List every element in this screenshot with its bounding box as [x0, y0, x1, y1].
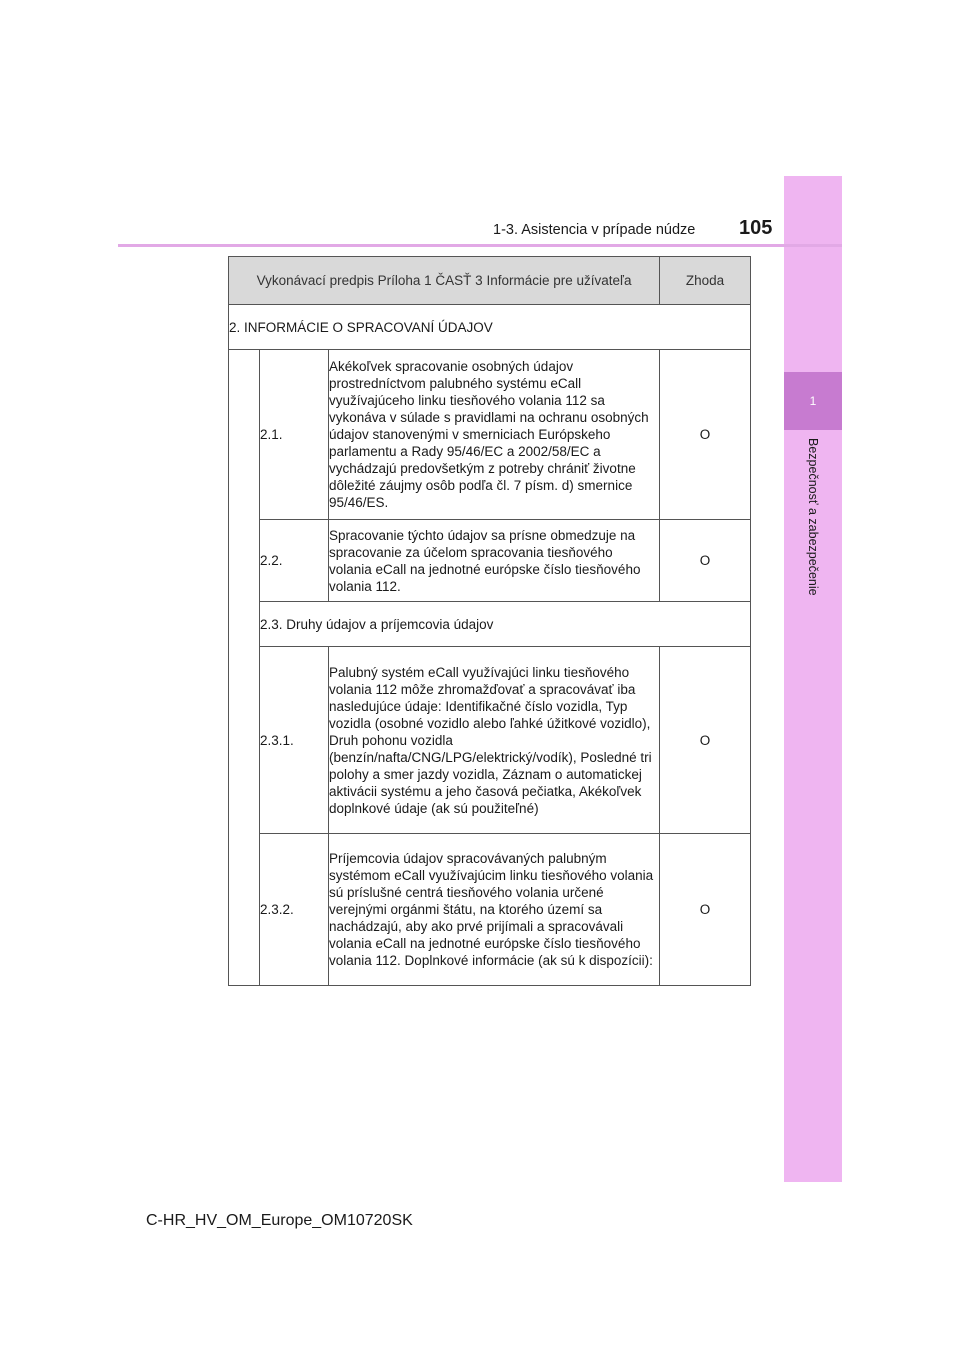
header-requirement: Vykonávací predpis Príloha 1 ČASŤ 3 Informácie pre užívateľa — [229, 257, 660, 305]
row-number: 2.3.1. — [260, 647, 329, 834]
row-compliance: O — [660, 647, 751, 834]
row-compliance: O — [660, 520, 751, 602]
row-number: 2.1. — [260, 350, 329, 520]
chapter-side-tab — [784, 176, 842, 1182]
subsection-row — [229, 602, 751, 647]
chapter-title-vertical: Bezpečnosť a zabezpečenie — [806, 438, 820, 596]
indent-cell — [229, 350, 260, 986]
table-header-row — [229, 257, 751, 305]
document-code: C-HR_HV_OM_Europe_OM10720SK — [146, 1212, 413, 1229]
section-title: 1-3. Asistencia v prípade núdze — [493, 222, 696, 238]
row-text: Akékoľvek spracovanie osobných údajov prostredníctvom palubného systému eCall využívajúceho linku tiesňového volania 112 sa vykonáva v súlade s pravidlami na ochranu osobných údajov stanovenými v smerniciach Európskeho parlamentu a Rady 95/46/EC a 2002/58/EC a vychádzajú predovšetkým z potreby chrániť životne dôležité záujmy osôb podľa čl. 7 písm. d) smernice 95/46/ES. — [329, 350, 660, 520]
header-divider — [118, 244, 842, 247]
page-number: 105 — [739, 217, 773, 239]
table-row — [229, 834, 751, 986]
row-text: Spracovanie týchto údajov sa prísne obmedzuje na spracovanie za účelom spracovania tiesňového volania eCall na jednotné európske číslo tiesňového volania 112. — [329, 520, 660, 602]
row-number: 2.3.2. — [260, 834, 329, 986]
header-compliance: Zhoda — [660, 257, 751, 305]
chapter-number-badge: 1 — [784, 372, 842, 430]
subsection-heading: 2.3. Druhy údajov a príjemcovia údajov — [260, 602, 751, 647]
info-table — [228, 256, 751, 986]
table-row — [229, 520, 751, 602]
section-row — [229, 305, 751, 350]
section-heading: 2. INFORMÁCIE O SPRACOVANÍ ÚDAJOV — [229, 305, 751, 350]
row-number: 2.2. — [260, 520, 329, 602]
row-text: Príjemcovia údajov spracovávaných palubným systémom eCall využívajúcim linku tiesňového volania sú príslušné centrá tiesňového volania určené verejnými orgánmi štátu, na ktorého území sa nachádzajú, aby ako prvé prijímali a spracovávali volania eCall na jednotné európske číslo tiesňového volania 112. Doplnkové informácie (ak sú k dispozícii): — [329, 834, 660, 986]
row-compliance: O — [660, 350, 751, 520]
row-compliance: O — [660, 834, 751, 986]
row-text: Palubný systém eCall využívajúci linku tiesňového volania 112 môže zhromažďovať a spracovávať iba nasledujúce údaje: Identifikačné číslo vozidla, Typ vozidla (osobné vozidlo alebo ľahké úžitkové vozidlo), Druh pohonu vozidla (benzín/nafta/CNG/LPG/elektrický/vodík), Posledné tri polohy a smer jazdy vozidla, Záznam o automatickej aktivácii systému a jeho časová pečiatka, Akékoľvek doplnkové údaje (ak sú použiteľné) — [329, 647, 660, 834]
table-row — [229, 647, 751, 834]
table-row — [229, 350, 751, 520]
